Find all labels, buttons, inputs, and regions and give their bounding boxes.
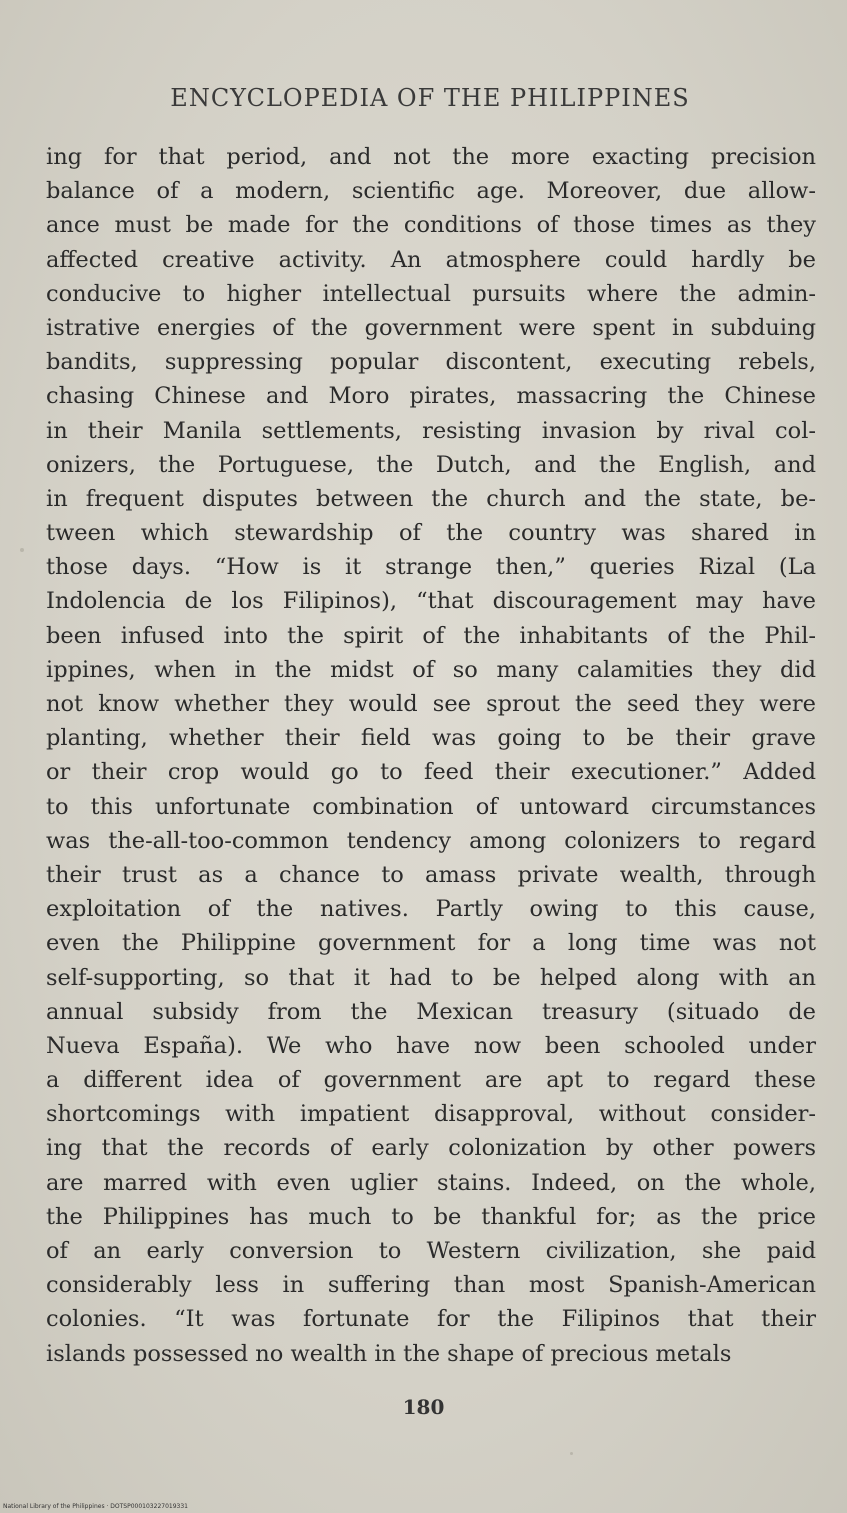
text-line: ance must be made for the conditions of those times as they xyxy=(46,212,816,239)
text-line: exploitation of the natives. Partly owing to this cause, xyxy=(46,896,816,923)
text-line: chasing Chinese and Moro pirates, massacring the Chinese xyxy=(46,383,816,410)
text-line: Indolencia de los Filipinos), “that discouragement may have xyxy=(46,588,816,615)
body-text xyxy=(46,140,816,1371)
text-line: onizers, the Portuguese, the Dutch, and the English, and xyxy=(46,451,816,478)
text-line: even the Philippine government for a long time was not xyxy=(46,930,816,957)
text-line: the Philippines has much to be thankful for; as the price xyxy=(46,1203,816,1230)
text-line: ippines, when in the midst of so many calamities they did xyxy=(46,656,816,683)
text-line: a different idea of government are apt to regard these xyxy=(46,1067,816,1094)
text-line: considerably less in suffering than most Spanish-American xyxy=(46,1272,816,1299)
text-line: colonies. “It was fortunate for the Filipinos that their xyxy=(46,1306,816,1333)
text-line: to this unfortunate combination of untoward circumstances xyxy=(46,793,816,820)
running-head: ENCYCLOPEDIA OF THE PHILIPPINES xyxy=(170,84,690,112)
text-line: or their crop would go to feed their executioner.” Added xyxy=(46,759,816,786)
text-line: been infused into the spirit of the inhabitants of the Phil- xyxy=(46,622,816,649)
text-line: islands possessed no wealth in the shape of precious metals xyxy=(46,1340,732,1367)
text-line: planting, whether their field was going to be their grave xyxy=(46,725,816,752)
text-line: self-supporting, so that it had to be helped along with an xyxy=(46,964,816,991)
text-line: istrative energies of the government were spent in subduing xyxy=(46,314,816,341)
page-number: 180 xyxy=(402,1395,445,1419)
text-line: shortcomings with impatient disapproval, without consider- xyxy=(46,1101,816,1128)
text-line: are marred with even uglier stains. Indeed, on the whole, xyxy=(46,1169,816,1196)
text-line: of an early conversion to Western civilization, she paid xyxy=(46,1238,816,1264)
text-line: not know whether they would see sprout the seed they were xyxy=(46,691,816,717)
paper-speck xyxy=(570,1452,573,1455)
text-line: was the-all-too-common tendency among colonizers to regard xyxy=(46,827,816,854)
text-line: those days. “How is it strange then,” queries Rizal (La xyxy=(46,554,816,581)
text-line: annual subsidy from the Mexican treasury (situado de xyxy=(46,998,816,1025)
text-line: conducive to higher intellectual pursuits where the admin- xyxy=(46,280,816,307)
text-line: in frequent disputes between the church and the state, be- xyxy=(46,485,816,512)
text-line: affected creative activity. An atmosphere could hardly be xyxy=(46,246,816,273)
scan-credit: National Library of the Philippines · DOTSP000103227019331 xyxy=(3,1503,188,1510)
text-line: ing for that period, and not the more exacting precision xyxy=(46,144,816,170)
text-line: bandits, suppressing popular discontent, executing rebels, xyxy=(46,349,816,376)
paper-speck xyxy=(20,548,24,552)
text-line: their trust as a chance to amass private wealth, through xyxy=(46,861,816,888)
text-line: ing that the records of early colonization by other powers xyxy=(46,1135,816,1162)
text-line: in their Manila settlements, resisting invasion by rival col- xyxy=(46,417,816,444)
text-line: tween which stewardship of the country was shared in xyxy=(46,520,816,547)
text-line: balance of a modern, scientific age. Moreover, due allow- xyxy=(46,178,816,205)
text-line: Nueva España). We who have now been schooled under xyxy=(46,1032,816,1059)
